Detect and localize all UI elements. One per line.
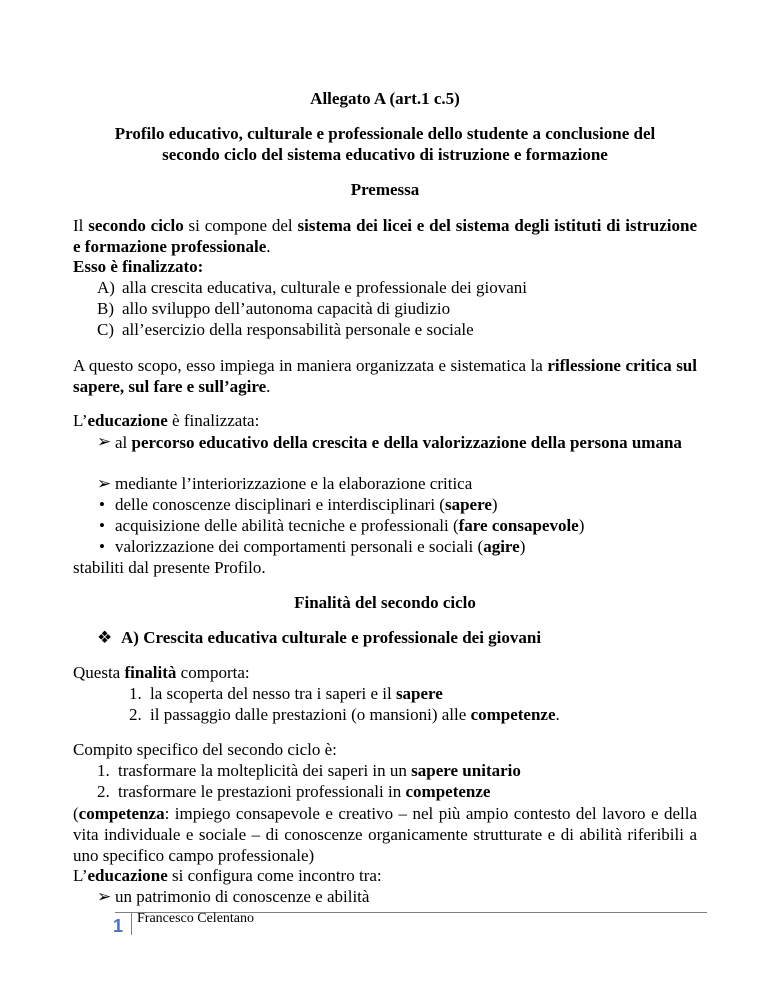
text: Questa — [73, 663, 125, 682]
section-a-heading: A) Crescita educativa culturale e professionale dei giovani — [121, 628, 542, 647]
dot-item-1 — [115, 495, 498, 515]
dot-bullet-icon: • — [99, 516, 105, 535]
list-marker: B) — [97, 299, 114, 318]
finalita-heading: Finalità del secondo ciclo — [294, 593, 476, 612]
text: ) — [578, 516, 585, 535]
allegato-heading: Allegato A (art.1 c.5) — [310, 89, 460, 108]
intro-bold-1: secondo ciclo — [88, 216, 184, 235]
list-marker: A) — [97, 278, 115, 297]
title-line-2: secondo ciclo del sistema educativo di istruzione e formazione — [162, 145, 608, 164]
intro-paragraph — [73, 215, 697, 257]
list-item-c — [97, 320, 474, 340]
bold-text: sapere — [444, 495, 492, 514]
compito-item-1 — [97, 761, 521, 781]
arrow-bullet-icon: ➢ — [97, 432, 112, 451]
scopo-text-1: A questo scopo, esso impiega in maniera organizzata e sistematica la — [73, 356, 548, 375]
educazione-intro — [73, 411, 259, 431]
text: delle conoscenze disciplinari e interdisciplinari ( — [115, 495, 445, 514]
text: il passaggio dalle prestazioni (o mansioni) alle — [150, 705, 471, 724]
patrimonio-item: un patrimonio di conoscenze e abilità — [115, 887, 370, 906]
intro-bold-2: sistema dei licei e del sistema degli istituti di istruzione e formazione professionale — [73, 216, 698, 256]
bold-text: competenze — [405, 782, 491, 801]
footer-separator — [131, 913, 132, 935]
bold-text: sapere unitario — [411, 761, 521, 780]
bold-text: competenza — [78, 804, 165, 823]
list-marker: 1. — [97, 761, 110, 780]
diamond-bullet-icon: ❖ — [97, 628, 113, 647]
text: la scoperta del nesso tra i saperi e il — [150, 684, 396, 703]
page-number: 1 — [113, 916, 124, 936]
compito-item-2 — [97, 782, 490, 802]
competenza-definition — [73, 803, 697, 866]
bold-text: educazione — [87, 866, 168, 885]
list-text: all’esercizio della responsabilità personale e sociale — [122, 320, 474, 339]
list-marker: 2. — [97, 782, 110, 801]
intro-text-1: Il — [73, 216, 89, 235]
text: si configura come incontro tra: — [167, 866, 382, 885]
bold-text: fare consapevole — [458, 516, 579, 535]
scopo-bold: riflessione critica sul sapere, sul fare e sull’agire — [73, 356, 697, 396]
text: trasformare le prestazioni professionali in — [118, 782, 406, 801]
arrow-bullet-icon: ➢ — [97, 887, 112, 906]
text: ( — [73, 804, 79, 823]
finalita-item-2 — [129, 705, 560, 725]
text: . — [555, 705, 560, 724]
bold-text: finalità — [124, 663, 177, 682]
intro-text-2: si compone del — [183, 216, 298, 235]
list-text: alla crescita educativa, culturale e professionale dei giovani — [122, 278, 527, 297]
text: : impiego consapevole e creativo – nel più ampio contesto del lavoro e della vita individuale e sociale – di conoscenze organicamente strutturate e di abilità riferibili a uno specifico campo professionale) — [73, 804, 697, 865]
title-line-1: Profilo educativo, culturale e professionale dello studente a conclusione del — [114, 124, 656, 143]
arrow-item-2: mediante l’interiorizzazione e la elaborazione critica — [115, 474, 473, 493]
text: ) — [491, 495, 498, 514]
text: valorizzazione dei comportamenti personali e sociali ( — [115, 537, 484, 556]
educazione-incontro — [73, 866, 382, 886]
dot-item-2 — [115, 516, 584, 536]
bold-text: sapere — [395, 684, 443, 703]
text: L’ — [73, 411, 88, 430]
text: è finalizzata: — [167, 411, 260, 430]
dot-bullet-icon: • — [99, 537, 105, 556]
bold-text: percorso educativo della crescita e della valorizzazione della persona umana — [131, 433, 682, 452]
premessa-heading: Premessa — [350, 180, 420, 199]
arrow-item-1 — [115, 432, 697, 453]
text: acquisizione delle abilità tecniche e professionali ( — [115, 516, 459, 535]
scopo-text-2: . — [266, 377, 271, 396]
intro-text-3: . — [266, 237, 271, 256]
text: L’ — [73, 866, 88, 885]
compito-intro: Compito specifico del secondo ciclo è: — [73, 740, 337, 759]
bold-text: competenze — [470, 705, 556, 724]
list-text: allo sviluppo dell’autonoma capacità di giudizio — [122, 299, 451, 318]
finalita-item-1 — [129, 684, 443, 704]
list-marker: 2. — [129, 705, 142, 724]
scopo-paragraph — [73, 355, 697, 397]
educazione-closing: stabiliti dal presente Profilo. — [73, 558, 266, 577]
list-marker: 1. — [129, 684, 142, 703]
footer-author: Francesco Celentano — [137, 911, 255, 926]
arrow-bullet-icon: ➢ — [97, 474, 112, 493]
text: al — [115, 433, 132, 452]
bold-text: agire — [483, 537, 520, 556]
text: trasformare la molteplicità dei saperi in un — [118, 761, 412, 780]
text: comporta: — [176, 663, 250, 682]
comporta-line — [73, 663, 250, 683]
text: ) — [519, 537, 526, 556]
list-marker: C) — [97, 320, 114, 339]
dot-item-3 — [115, 537, 525, 557]
bold-text: educazione — [87, 411, 168, 430]
list-item-a — [97, 278, 527, 298]
list-item-b — [97, 299, 450, 319]
finalizzato-label: Esso è finalizzato: — [73, 257, 204, 276]
dot-bullet-icon: • — [99, 495, 105, 514]
